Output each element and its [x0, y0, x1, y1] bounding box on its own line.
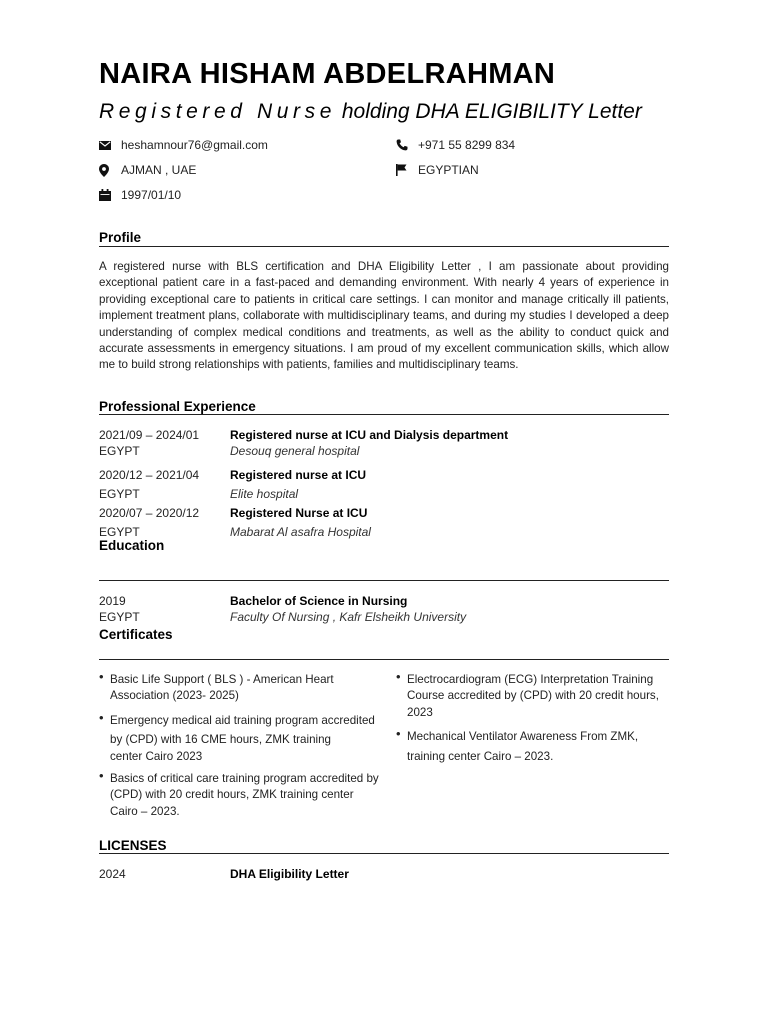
contact-nationality: [396, 163, 479, 177]
license-year: 2024: [99, 867, 126, 881]
certificate-item: [396, 729, 671, 765]
experience-dates: 2021/09 – 2024/01: [99, 428, 200, 442]
certificate-line: center Cairo 2023: [110, 749, 203, 763]
contact-phone: [396, 138, 515, 152]
education-year: 2019: [99, 594, 126, 608]
certificate-line: (CPD) with 20 credit hours, ZMK training center: [110, 788, 354, 802]
certificate-line: training center Cairo – 2023.: [407, 749, 554, 763]
experience-employer: Desouq general hospital: [230, 444, 360, 458]
experience-location: EGYPT: [99, 444, 140, 458]
experience-divider: [99, 414, 669, 415]
experience-heading: Professional Experience: [99, 399, 256, 414]
experience-employer: Elite hospital: [230, 487, 299, 501]
experience-role: Registered nurse at ICU: [230, 468, 367, 482]
certificate-line: • Emergency medical aid training program accredited: [110, 713, 375, 727]
experience-location: EGYPT: [99, 525, 140, 539]
education-heading: Education: [99, 538, 165, 553]
experience-dates: 2020/12 – 2021/04: [99, 468, 200, 482]
certificate-line: by (CPD) with 16 CME hours, ZMK training: [110, 733, 331, 747]
licenses-heading: LICENSES: [99, 838, 167, 853]
envelope-icon: [99, 141, 121, 150]
certificates-list-right: [396, 672, 671, 765]
contact-location: [99, 163, 196, 177]
calendar-icon: [99, 189, 121, 201]
map-pin-icon: [99, 164, 121, 177]
contact-email: [99, 138, 268, 152]
profile-divider: [99, 246, 669, 247]
education-divider: [99, 580, 669, 581]
certificates-heading: Certificates: [99, 627, 173, 642]
nationality-text: EGYPTIAN: [418, 163, 479, 177]
location-text: AJMAN , UAE: [121, 163, 197, 177]
candidate-name: NAIRA HISHAM ABDELRAHMAN: [99, 58, 556, 90]
certificate-item: [99, 771, 389, 820]
experience-employer: Mabarat Al asafra Hospital: [230, 525, 371, 539]
education-location: EGYPT: [99, 610, 140, 624]
email-text: heshamnour76@gmail.com: [121, 138, 268, 152]
flag-icon: [396, 164, 418, 176]
certificate-item: [99, 713, 389, 765]
experience-role: Registered nurse at ICU and Dialysis department: [230, 428, 509, 442]
phone-text: +971 55 8299 834: [418, 138, 516, 152]
phone-icon: [396, 139, 418, 151]
education-degree: Bachelor of Science in Nursing: [230, 594, 408, 608]
profile-heading: Profile: [99, 230, 142, 245]
certificate-line: • Basics of critical care training program accredited by: [110, 772, 379, 786]
certificate-line: Association (2023- 2025): [110, 689, 239, 703]
experience-role: Registered Nurse at ICU: [230, 506, 368, 520]
headline-title: Registered Nurse: [99, 100, 337, 123]
certificate-line: • Mechanical Ventilator Awareness From ZMK,: [407, 730, 639, 744]
experience-dates: 2020/07 – 2020/12: [99, 506, 200, 520]
certificate-line: Cairo – 2023.: [110, 804, 180, 818]
birth-date-text: 1997/01/10: [121, 188, 182, 202]
certificate-item: [99, 672, 389, 705]
headline-detail: holding DHA ELIGIBILITY Letter: [341, 100, 642, 123]
education-school: Faculty Of Nursing , Kafr Elsheikh University: [230, 610, 467, 624]
profile-summary: A registered nurse with BLS certification and DHA Eligibility Letter , I am passionate about providing exceptional patient care in a fast-paced and demanding environment. With nearly 4 years of experience in providing exceptional care to patients in critical care settings. I can monitor and manage critically ill patients, implement treatment plans, collaborate with multidisciplinary teams, and during my studies I developed a deep understanding of complex medical conditions and treatments, as well as the ability to conduct quick and accurate assessments in emergency situations. I am proud of my excellent communication skills, which allow me to build strong relationships with patients, families and multidisciplinary teams.: [99, 260, 669, 372]
certificate-line: • Basic Life Support ( BLS ) - American Heart: [110, 673, 334, 686]
headline: [99, 100, 642, 124]
certificate-item: [396, 672, 671, 721]
certificate-line: Course accredited by (CPD) with 20 credit hours,: [407, 689, 659, 703]
contact-birth-date: [99, 188, 181, 202]
experience-location: EGYPT: [99, 487, 140, 501]
certificates-divider: [99, 659, 669, 660]
licenses-divider: [99, 853, 669, 854]
certificates-list-left: [99, 672, 389, 820]
certificate-line: 2023: [407, 705, 433, 719]
license-name: DHA Eligibility Letter: [230, 867, 349, 881]
certificate-line: • Electrocardiogram (ECG) Interpretation Training: [407, 673, 654, 686]
